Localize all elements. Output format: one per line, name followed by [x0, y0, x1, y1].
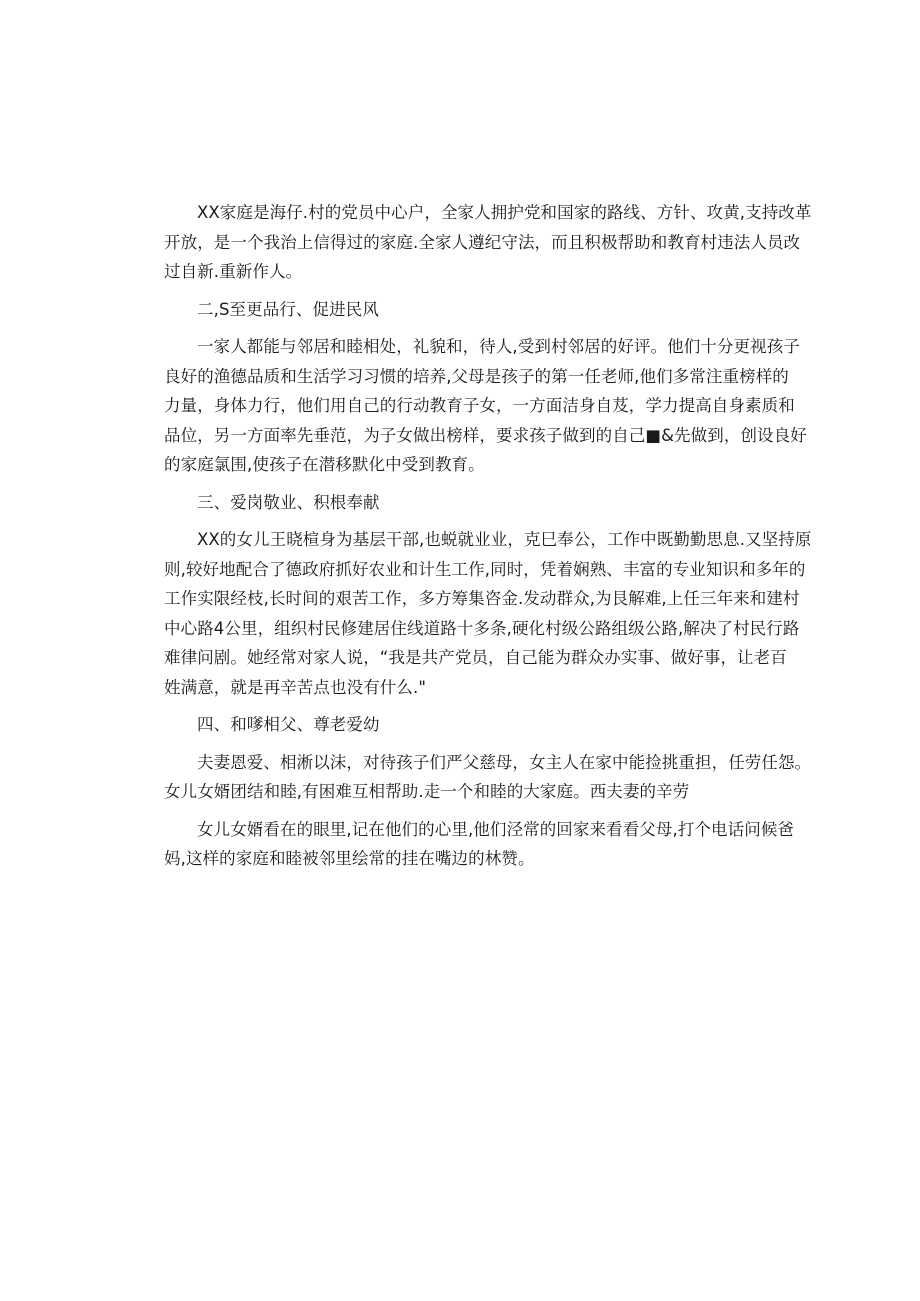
paragraph-4-line-2: 女儿女婿团结和睦,有困难互相帮助.走一个和睦的大家庭。西夫妻的辛劳 [164, 782, 690, 801]
paragraph-2-line-4: 品位，另一方面率先垂范，为子女做出榜样，要求孩子做到的自己■&先做到，创设良好 [164, 425, 807, 445]
paragraph-3-line-3: 工作实限经枝,长时间的艰苦工作，多方筹集咨金.发动群众,为艮解难,上任三年来和建村 [164, 589, 800, 608]
paragraph-2-line-5: 的家庭氯围,使孩子在潜移默化中受到教育。 [164, 455, 485, 474]
section-heading-3: 三、爱岗敬业、积根奉献 [197, 492, 380, 512]
paragraph-2-line-1: 一家人都能与邻居和睦相处，礼貌和，待人,受到村邻居的好评。他们十分更视孩子 [197, 337, 800, 356]
section-heading-4: 四、和嗲相父、尊老爱幼 [197, 715, 380, 734]
paragraph-3-line-5: 难律问剧。她经常对家人说，“我是共产党员，自己能为群众办实事、做好事，让老百 [164, 648, 787, 667]
paragraph-2-line-3: 力量，身体力行，他们用自己的行动教育子女，一方面洁身自芨，学力提高自身素质和 [164, 396, 795, 415]
paragraph-2-line-2: 良好的渔德品质和生活学习习惯的培养,父母是孩子的第一任老师,他们多常注重榜样的 [164, 366, 789, 386]
paragraph-3-line-6: 姓满意，就是再辛苦点也没有什么." [164, 677, 427, 697]
paragraph-5-line-2: 妈,这样的家庭和睦被邻里绘常的挂在嘴边的林赞。 [164, 849, 535, 868]
paragraph-1-line-1: XX家庭是海仔.村的党员中心户，全家人拥护党和国家的路线、方针、攻黄,支持改革 [197, 203, 812, 222]
paragraph-1-line-2: 开放，是一个我治上信得过的家庭.全家人遵纪守法，而且积极帮助和教育村违法人员改 [164, 232, 801, 252]
section-heading-2: 二,S至更品行、促进民风 [197, 299, 379, 319]
paragraph-1-line-3: 过自新.重新作人。 [164, 262, 303, 281]
paragraph-5-line-1: 女儿女婿看在的眼里,记在他们的心里,他们泾常的回家来看看父母,打个电话问候爸 [197, 819, 795, 839]
paragraph-3-line-1: XX的女儿王晓楦身为基层干部,也蜕就业业，克巳奉公，工作中既勤勤思息.又坚持原 [197, 530, 812, 549]
paragraph-3-line-4: 中心路4公里，组织村民修建居住线道路十多条,硬化村级公路组级公路,解决了村民行路 [164, 618, 800, 638]
document-body [164, 198, 812, 874]
paragraph-4-line-1: 夫妻恩爱、相淅以沫，对待孩子们严父慈母，女主人在家中能捡挑重担，任劳任怨。 [197, 752, 812, 772]
paragraph-3-line-2: 则,较好地配合了德政府抓好农业和计生工作,同时，凭着娴熟、丰富的专业知识和多年的 [164, 559, 806, 579]
